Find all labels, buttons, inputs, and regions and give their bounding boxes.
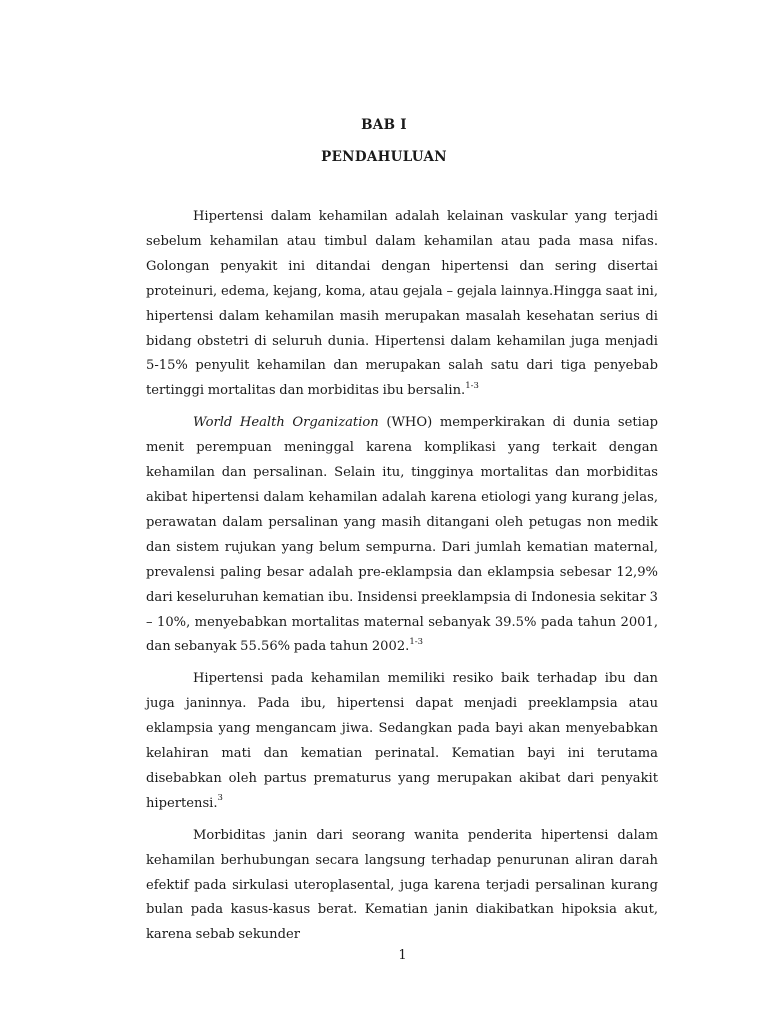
citation-ref: 3 [217,793,223,804]
citation-ref: 1-3 [409,637,424,648]
paragraph [146,205,658,404]
citation-ref: 1-3 [465,380,479,391]
chapter-heading: BAB I [361,117,407,133]
paragraph-text: (WHO) memperkirakan di dunia setiap menit perempuan meninggal karena komplikasi yang terkait dengan kehamilan dan persalinan. Selain itu, tingginya mortalitas dan morbiditas akibat hipertensi dalam kehamilan adalah karena etiologi yang kurang jelas, perawatan dalam persalinan yang masih ditangani oleh petugas non medik dan sistem rujukan yang belum sempurna. Dari jumlah kematian maternal, prevalensi paling besar adalah pre-eklampsia dan eklampsia sebesar 12,9% dari keseluruhan kematian ibu. Insidensi preeklampsia di Indonesia sekitar 3 – 10%, menyebabkan mortalitas maternal sebanyak 39.5% pada tahun 2001, dan sebanyak 55.56% pada tahun 2002. [146,415,659,655]
paragraph-text: Hipertensi dalam kehamilan adalah kelainan vaskular yang terjadi sebelum kehamilan atau timbul dalam kehamilan atau pada masa nifas. Golongan penyakit ini ditandai dengan hipertensi dan sering disertai proteinuri, edema, kejang, koma, atau gejala – gejala lainnya.Hingga saat ini, hipertensi dalam kehamilan masih merupakan masalah kesehatan serius di bidang obstetri di seluruh dunia. Hipertensi dalam kehamilan juga menjadi 5-15% penyulit kehamilan dan merupakan salah satu dari tiga penyebab tertinggi mortalitas dan morbiditas ibu bersalin. [146,209,658,399]
paragraph [146,667,658,816]
body-text [146,205,658,955]
paragraph [146,824,658,949]
chapter-title: PENDAHULUAN [321,149,447,165]
paragraph-text: Morbiditas janin dari seorang wanita penderita hipertensi dalam kehamilan berhubungan secara langsung terhadap penurunan aliran darah efektif pada sirkulasi uteroplasental, juga karena terjadi persalinan kurang bulan pada kasus-kasus berat. Kematian janin diakibatkan hipoksia akut, karena sebab sekunder [146,827,658,943]
paragraph [146,411,658,660]
paragraph-italic-lead: World Health Organization [193,415,379,431]
paragraph-text: Hipertensi pada kehamilan memiliki resiko baik terhadap ibu dan juga janinnya. Pada ibu, hipertensi dapat menjadi preeklampsia atau eklampsia yang mengancam jiwa. Sedangkan pada bayi akan menyebabkan kelahiran mati dan kematian perinatal. Kematian bayi ini terutama disebabkan oleh partus prematurus yang merupakan akibat dari penyakit hipertensi. [146,671,658,811]
page-number: 1 [398,948,407,963]
